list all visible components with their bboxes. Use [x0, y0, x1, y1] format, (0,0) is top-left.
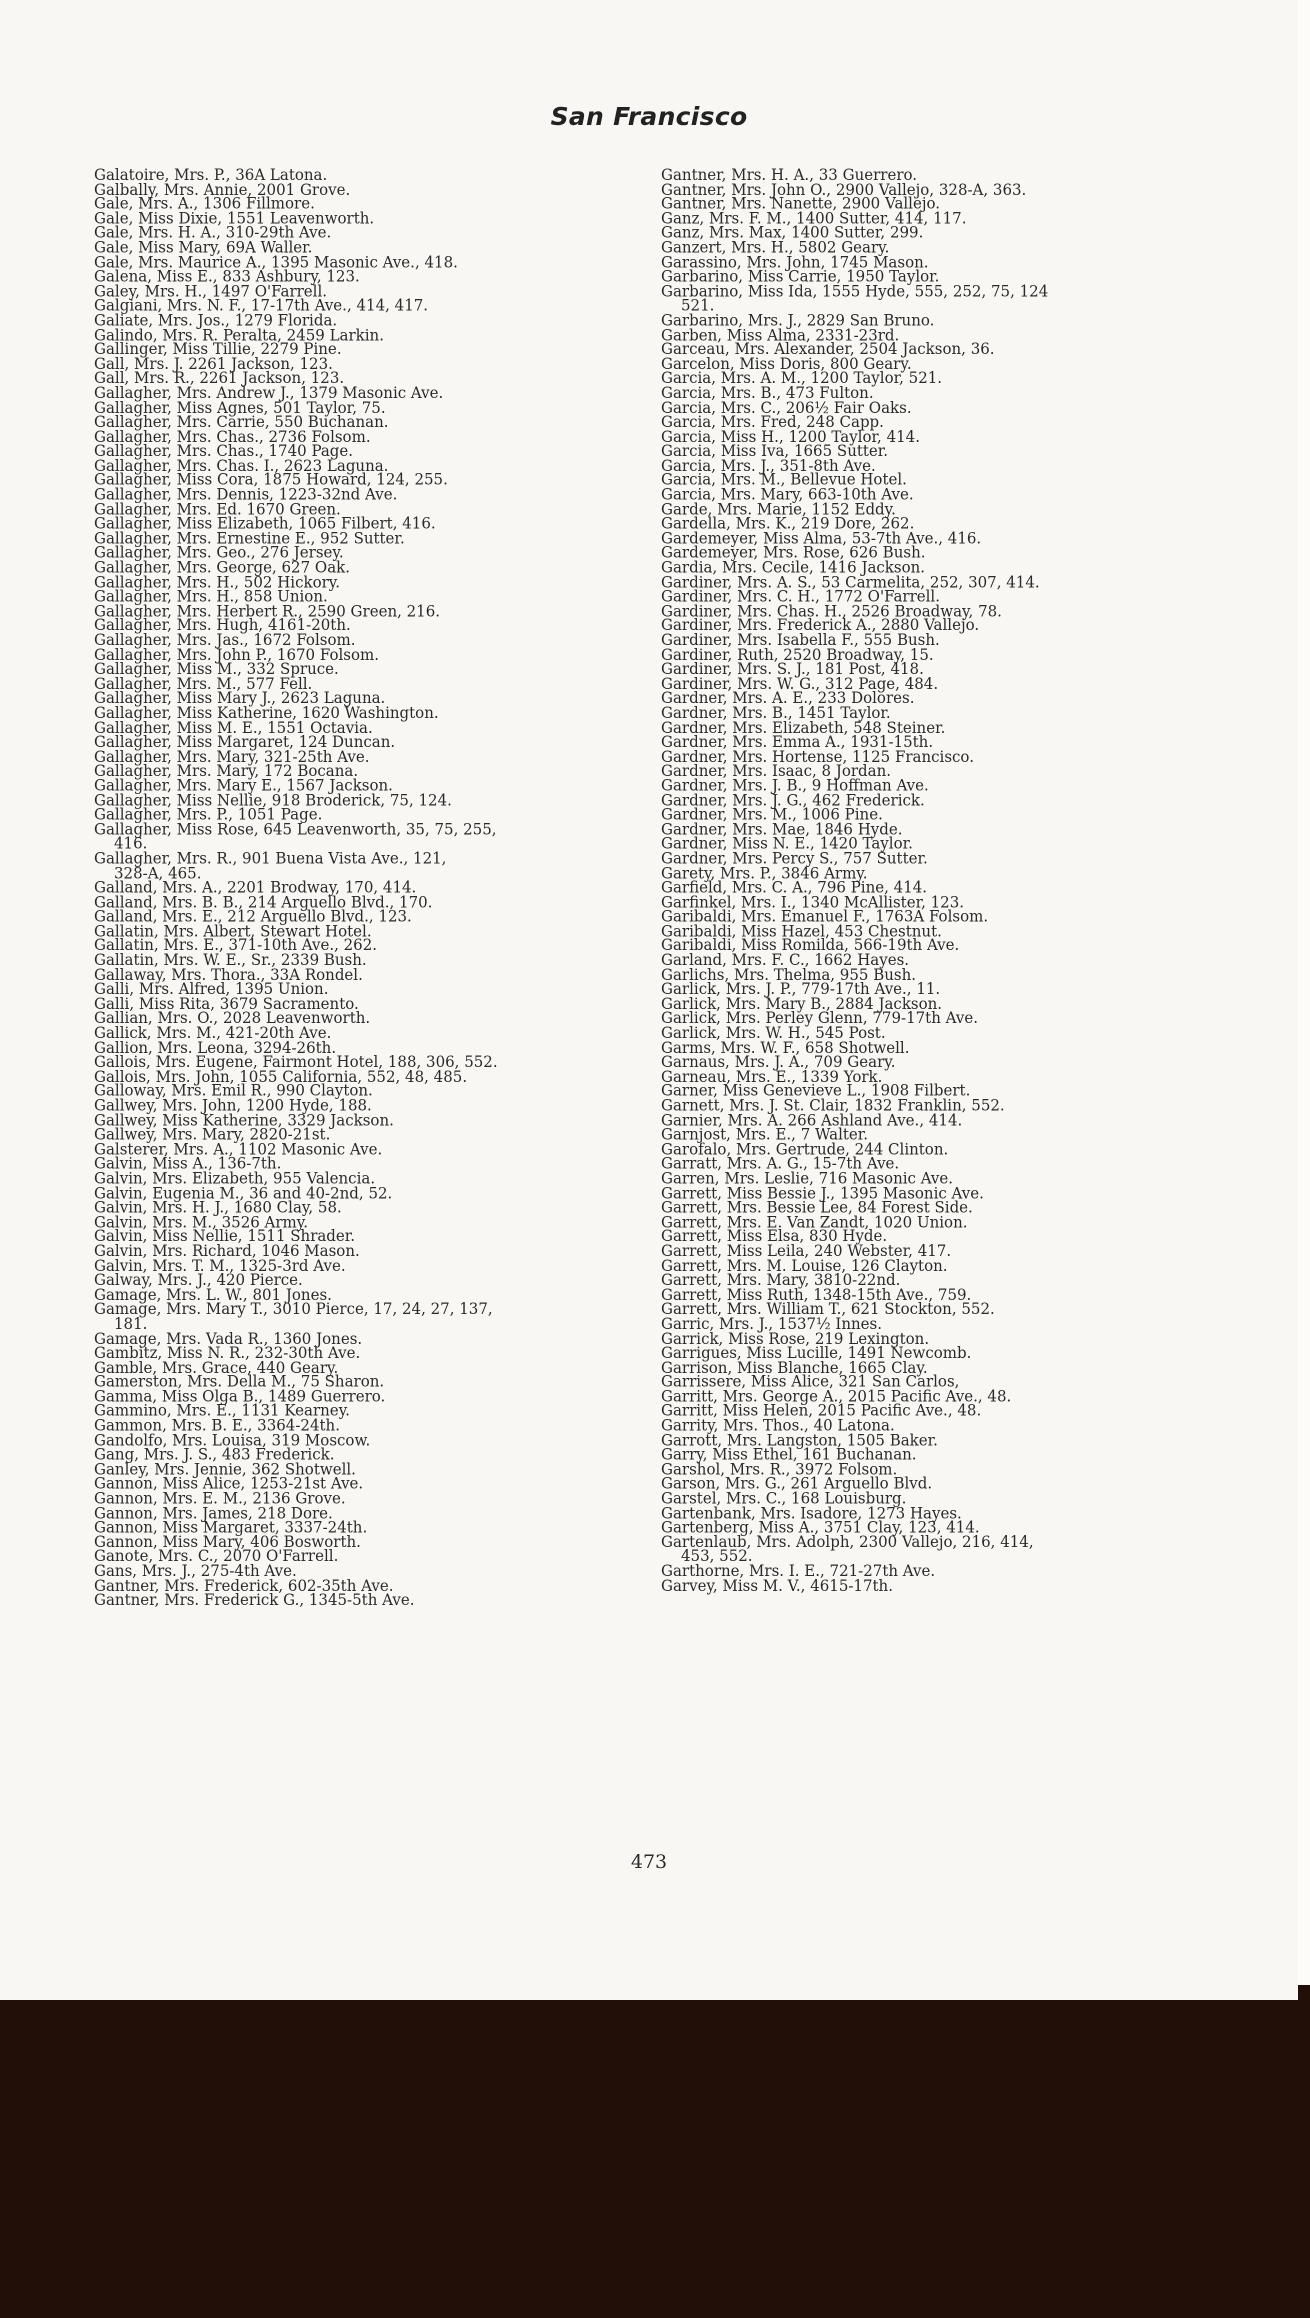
directory-entry: Gallatin, Mrs. Albert, Stewart Hotel. [94, 921, 372, 941]
directory-entry: Gammino, Mrs. E., 1131 Kearney. [94, 1401, 350, 1421]
directory-entry: Gallagher, Mrs. Andrew J., 1379 Masonic Ave. [94, 382, 444, 403]
directory-entry: Gardner, Mrs. Mae, 1846 Hyde. [661, 819, 903, 839]
directory-entry: Garnett, Mrs. J. St. Clair, 1832 Franklin, 552. [661, 1095, 1005, 1115]
directory-entry: Garrigues, Miss Lucille, 1491 Newcomb. [661, 1342, 972, 1363]
directory-entry: Garrett, Miss Elsa, 830 Hyde. [661, 1226, 888, 1246]
directory-entry: Galvin, Mrs. M., 3526 Army. [94, 1212, 309, 1232]
directory-entry: Garrick, Miss Rose, 219 Lexington. [661, 1328, 930, 1348]
directory-entry: Garassino, Mrs. John, 1745 Mason. [661, 252, 929, 272]
directory-entry: Gartenberg, Miss A., 3751 Clay, 123, 414. [661, 1517, 980, 1537]
directory-entry: Gallian, Mrs. O., 2028 Leavenworth. [94, 1008, 371, 1028]
directory-entry: Garcelon, Miss Doris, 800 Geary. [661, 353, 912, 374]
page-number: 473 [630, 1851, 668, 1873]
directory-entry: Galvin, Mrs. Elizabeth, 955 Valencia. [94, 1168, 376, 1188]
directory-entry: Gamble, Mrs. Grace, 440 Geary. [94, 1357, 339, 1377]
directory-entry: Garland, Mrs. F. C., 1662 Hayes. [661, 950, 910, 970]
directory-entry: Gallwey, Mrs. John, 1200 Hyde, 188. [94, 1095, 372, 1115]
directory-entry: Gardemeyer, Miss Alma, 53-7th Ave., 416. [661, 528, 982, 548]
directory-entry: Gardiner, Ruth, 2520 Broadway, 15. [661, 644, 934, 665]
directory-entry: Garratt, Mrs. A. G., 15-7th Ave. [661, 1153, 900, 1174]
directory-entry: Garfinkel, Mrs. I., 1340 McAllister, 123. [661, 892, 965, 912]
directory-entry: Gallagher, Mrs. Chas. I., 2623 Laguna. [94, 455, 389, 475]
directory-entry: Garry, Miss Ethel, 161 Buchanan. [661, 1444, 917, 1465]
directory-entry: Gallagher, Miss Katherine, 1620 Washington. [94, 702, 439, 723]
directory-entry: Garcia, Miss H., 1200 Taylor, 414. [661, 426, 920, 446]
directory-entry: Gannon, Miss Alice, 1253-21st Ave. [94, 1473, 364, 1494]
directory-entry: Gallois, Mrs. Eugene, Fairmont Hotel, 188, 306, 552. [94, 1052, 498, 1072]
directory-entry: Gallagher, Mrs. Chas., 2736 Folsom. [94, 426, 371, 446]
directory-entry: Gantner, Mrs. Frederick G., 1345-5th Ave. [94, 1590, 415, 1610]
directory-entry: Gardner, Mrs. J. G., 462 Frederick. [661, 790, 925, 810]
directory-entry: Gantner, Mrs. Nanette, 2900 Vallejo. [661, 193, 941, 214]
page-edge [1298, 0, 1310, 1985]
directory-entry: Gardia, Mrs. Cecile, 1416 Jackson. [661, 557, 926, 577]
directory-entry: Gallagher, Miss Margaret, 124 Duncan. [94, 732, 396, 752]
directory-entry: Gallois, Mrs. John, 1055 California, 552, 48, 485. [94, 1066, 468, 1086]
directory-entry: Galena, Miss E., 833 Ashbury, 123. [94, 266, 360, 286]
directory-entry: Garner, Miss Genevieve L., 1908 Filbert. [661, 1081, 971, 1101]
directory-entry: Garnier, Mrs. A. 266 Ashland Ave., 414. [661, 1110, 963, 1130]
directory-entry: Ganote, Mrs. C., 2070 O'Farrell. [94, 1546, 339, 1566]
directory-entry: Garrison, Miss Blanche, 1665 Clay. [661, 1357, 928, 1377]
directory-entry: Gallagher, Mrs. Ernestine E., 952 Sutter. [94, 528, 405, 548]
directory-entry: Gallagher, Miss Agnes, 501 Taylor, 75. [94, 397, 386, 417]
directory-entry: Garritt, Mrs. George A., 2015 Pacific Ave., 48. [661, 1386, 1012, 1406]
directory-entry: Gale, Mrs. H. A., 310-29th Ave. [94, 222, 332, 243]
directory-entry: Gale, Mrs. Maurice A., 1395 Masonic Ave., 418. [94, 252, 458, 272]
directory-entry: Gardner, Mrs. Emma A., 1931-15th. [661, 732, 934, 752]
directory-entry: Gallagher, Mrs. Jas., 1672 Folsom. [94, 630, 356, 650]
directory-entry: Galvin, Mrs. T. M., 1325-3rd Ave. [94, 1255, 346, 1275]
directory-entry: Gamma, Miss Olga B., 1489 Guerrero. [94, 1386, 386, 1406]
directory-entry: Gardiner, Mrs. Frederick A., 2880 Vallejo. [661, 615, 980, 635]
directory-entry: Gallagher, Mrs. Hugh, 4161-20th. [94, 615, 351, 635]
directory-entry: Gans, Mrs. J., 275-4th Ave. [94, 1561, 297, 1581]
directory-entry: Garcia, Mrs. A. M., 1200 Taylor, 521. [661, 368, 943, 388]
directory-entry: Gallagher, Mrs. Mary, 172 Bocana. [94, 761, 359, 781]
directory-entry: Garrity, Mrs. Thos., 40 Latona. [661, 1415, 895, 1435]
directory-entry: Garibaldi, Mrs. Emanuel F., 1763A Folsom. [661, 906, 989, 926]
directory-entry: Garbarino, Miss Carrie, 1950 Taylor. [661, 266, 940, 286]
directory-entry: Garcia, Mrs. J., 351-8th Ave. [661, 455, 876, 475]
directory-entry: Ganzert, Mrs. H., 5802 Geary. [661, 237, 890, 257]
directory-entry: Garstel, Mrs. C., 168 Louisburg. [661, 1488, 907, 1508]
directory-entry: Galvin, Miss Nellie, 1511 Shrader. [94, 1226, 356, 1246]
directory-entry: Garnaus, Mrs. J. A., 709 Geary. [661, 1052, 896, 1072]
directory-entry: Gallagher, Mrs. Geo., 276 Jersey. [94, 542, 344, 563]
directory-entry: Gannon, Mrs. James, 218 Dore. [94, 1502, 333, 1523]
directory-entry: Garric, Mrs. J., 1537½ Innes. [661, 1313, 882, 1334]
directory-entry: Gallatin, Mrs. W. E., Sr., 2339 Bush. [94, 950, 367, 970]
directory-entry: Gallagher, Mrs. H., 858 Union. [94, 586, 328, 606]
directory-entry: Garde, Mrs. Marie, 1152 Eddy. [661, 499, 896, 519]
directory-entry: Galloway, Mrs. Emil R., 990 Clayton. [94, 1081, 373, 1101]
directory-entry: Galland, Mrs. E., 212 Arguello Blvd., 123. [94, 906, 412, 926]
directory-entry: Gardemeyer, Mrs. Rose, 626 Bush. [661, 542, 926, 563]
directory-entry: Gale, Mrs. A., 1306 Fillmore. [94, 193, 315, 214]
directory-entry: Galey, Mrs. H., 1497 O'Farrell. [94, 281, 328, 301]
directory-entry: Gardner, Mrs. Elizabeth, 548 Steiner. [661, 717, 946, 737]
directory-entry: Gardner, Mrs. Isaac, 8 Jordan. [661, 761, 892, 781]
directory-entry: Galvin, Mrs. H. J., 1680 Clay, 58. [94, 1197, 342, 1217]
directory-entry: Gang, Mrs. J. S., 483 Frederick. [94, 1444, 335, 1465]
directory-entry: Gallinger, Miss Tillie, 2279 Pine. [94, 339, 342, 359]
directory-entry: Garthorne, Mrs. I. E., 721-27th Ave. [661, 1561, 936, 1581]
directory-entry: Galway, Mrs. J., 420 Pierce. [94, 1270, 303, 1290]
directory-entry: Garofalo, Mrs. Gertrude, 244 Clinton. [661, 1139, 949, 1159]
directory-entry: Garety, Mrs. P., 3846 Army. [661, 862, 868, 883]
directory-entry: Gartenlaub, Mrs. Adolph, 2300 Vallejo, 216, 414, 453, 552. [661, 1532, 1034, 1566]
directory-entry: Gallick, Mrs. M., 421-20th Ave. [94, 1022, 332, 1043]
directory-entry: Galli, Miss Rita, 3679 Sacramento. [94, 993, 359, 1014]
directory-entry: Garms, Mrs. W. F., 658 Shotwell. [661, 1037, 910, 1057]
directory-entry: Garrissere, Miss Alice, 321 San Carlos, [661, 1372, 960, 1392]
directory-entry: Garbarino, Mrs. J., 2829 San Bruno. [661, 310, 935, 330]
directory-entry: Garlick, Mrs. Mary B., 2884 Jackson. [661, 993, 943, 1014]
directory-entry: Garshol, Mrs. R., 3972 Folsom. [661, 1459, 898, 1479]
directory-entry: Galindo, Mrs. R. Peralta, 2459 Larkin. [94, 324, 384, 345]
directory-entry: Garlick, Mrs. Perley Glenn, 779-17th Ave. [661, 1008, 978, 1028]
directory-entry: Garlick, Mrs. W. H., 545 Post. [661, 1022, 886, 1043]
directory-entry: Galatoire, Mrs. P., 36A Latona. [94, 164, 328, 185]
directory-entry: Gartenbank, Mrs. Isadore, 1273 Hayes. [661, 1502, 962, 1523]
directory-entry: Galland, Mrs. A., 2201 Brodway, 170, 414. [94, 877, 417, 897]
directory-entry: Galsterer, Mrs. A., 1102 Masonic Ave. [94, 1139, 383, 1159]
directory-entry: Gardner, Mrs. J. B., 9 Hoffman Ave. [661, 775, 929, 795]
directory-entry: Gallagher, Mrs. John P., 1670 Folsom. [94, 644, 379, 665]
directory-entry: Gantner, Mrs. John O., 2900 Vallejo, 328-A, 363. [661, 179, 1027, 199]
directory-entry: Gale, Miss Dixie, 1551 Leavenworth. [94, 208, 375, 228]
directory-entry: Gannon, Mrs. E. M., 2136 Grove. [94, 1488, 346, 1508]
directory-entry: Garrett, Mrs. Bessie Lee, 84 Forest Side. [661, 1197, 973, 1217]
directory-entry: Gardner, Mrs. A. E., 233 Dolores. [661, 688, 915, 708]
directory-entry: Galbally, Mrs. Annie, 2001 Grove. [94, 179, 351, 199]
directory-entry: Ganz, Mrs. F. M., 1400 Sutter, 414, 117. [661, 208, 967, 228]
directory-entry: Garcia, Miss Iva, 1665 Sutter. [661, 441, 889, 461]
directory-entry: Garcia, Mrs. C., 206½ Fair Oaks. [661, 397, 912, 417]
directory-entry: Gallwey, Mrs. Mary, 2820-21st. [94, 1124, 331, 1145]
directory-entry: Gamage, Mrs. L. W., 801 Jones. [94, 1284, 332, 1305]
directory-entry: Galgiani, Mrs. N. F., 17-17th Ave., 414, 417. [94, 295, 429, 315]
directory-entry: Gallion, Mrs. Leona, 3294-26th. [94, 1037, 337, 1057]
directory-entry: Gallagher, Miss Mary J., 2623 Laguna. [94, 688, 386, 708]
directory-entry: Gardiner, Mrs. C. H., 1772 O'Farrell. [661, 586, 940, 606]
directory-entry: Ganley, Mrs. Jennie, 362 Shotwell. [94, 1459, 356, 1479]
directory-entry: Gandolfo, Mrs. Louisa, 319 Moscow. [94, 1430, 371, 1450]
directory-entry: Garibaldi, Miss Hazel, 453 Chestnut. [661, 921, 942, 941]
directory-entry: Gardner, Mrs. B., 1451 Taylor. [661, 702, 891, 723]
directory-entry: Gardner, Mrs. M., 1006 Pine. [661, 804, 883, 825]
directory-entry: Gamerston, Mrs. Della M., 75 Sharon. [94, 1372, 385, 1392]
directory-entry: Garlichs, Mrs. Thelma, 955 Bush. [661, 964, 916, 985]
directory-entry: Gallwey, Miss Katherine, 3329 Jackson. [94, 1110, 394, 1130]
directory-entry: Garrett, Miss Bessie J., 1395 Masonic Ave. [661, 1182, 984, 1203]
directory-entry: Gallagher, Miss Rose, 645 Leavenworth, 35, 75, 255, 416. [94, 819, 497, 854]
directory-entry: Garceau, Mrs. Alexander, 2504 Jackson, 36. [661, 339, 995, 359]
directory-entry: Garfield, Mrs. C. A., 796 Pine, 414. [661, 877, 928, 897]
directory-entry: Gannon, Miss Mary, 406 Bosworth. [94, 1532, 361, 1552]
directory-entry: Garritt, Miss Helen, 2015 Pacific Ave., 48. [661, 1401, 982, 1421]
directory-entry: Garrott, Mrs. Langston, 1505 Baker. [661, 1430, 938, 1450]
directory-entry: Gallaway, Mrs. Thora., 33A Rondel. [94, 964, 363, 985]
directory-entry: Gallagher, Mrs. Dennis, 1223-32nd Ave. [94, 484, 398, 505]
directory-entry: Gallatin, Mrs. E., 371-10th Ave., 262. [94, 935, 378, 955]
directory-entry: Garneau, Mrs. E., 1339 York. [661, 1066, 883, 1086]
directory-entry: Gardner, Mrs. Hortense, 1125 Francisco. [661, 746, 974, 766]
directory-entry: Garrett, Mrs. Mary, 3810-22nd. [661, 1270, 901, 1290]
directory-entry: Gallagher, Mrs. H., 502 Hickory. [94, 572, 341, 592]
directory-entry: Gallagher, Mrs. R., 901 Buena Vista Ave., 121, 328-A, 465. [94, 848, 447, 883]
directory-entry: Gallagher, Mrs. Mary, 321-25th Ave. [94, 746, 370, 766]
directory-entry: Gannon, Miss Margaret, 3337-24th. [94, 1517, 368, 1537]
directory-entry: Garson, Mrs. G., 261 Arguello Blvd. [661, 1473, 933, 1494]
directory-entry: Gardiner, Mrs. A. S., 53 Carmelita, 252, 307, 414. [661, 572, 1040, 592]
directory-entry: Gamage, Mrs. Vada R., 1360 Jones. [94, 1328, 363, 1348]
directory-entry: Garrett, Mrs. William T., 621 Stockton, 552. [661, 1299, 995, 1319]
directory-entry: Gardner, Mrs. Percy S., 757 Sutter. [661, 848, 928, 868]
directory-entry: Gardiner, Mrs. W. G., 312 Page, 484. [661, 673, 939, 694]
directory-entry: Gall, Mrs. J. 2261 Jackson, 123. [94, 353, 333, 374]
directory-entry: Garvey, Miss M. V., 4615-17th. [661, 1575, 893, 1595]
directory-entry: Galvin, Miss A., 136-7th. [94, 1153, 282, 1174]
directory-entry: Garcia, Mrs. M., Bellevue Hotel. [661, 470, 907, 490]
page-title: San Francisco [550, 102, 748, 131]
directory-entry: Gall, Mrs. R., 2261 Jackson, 123. [94, 368, 345, 388]
directory-entry: Gallagher, Mrs. Chas., 1740 Page. [94, 441, 354, 461]
directory-entry: Garrett, Miss Leila, 240 Webster, 417. [661, 1241, 952, 1261]
right-column [661, 164, 1261, 1595]
directory-entry: Gamage, Mrs. Mary T., 3010 Pierce, 17, 24, 27, 137, 181. [94, 1299, 493, 1334]
directory-entry: Galli, Mrs. Alfred, 1395 Union. [94, 979, 329, 999]
directory-entry: Ganz, Mrs. Max, 1400 Sutter, 299. [661, 222, 924, 243]
directory-entry: Garrett, Mrs. E. Van Zandt, 1020 Union. [661, 1212, 968, 1232]
directory-entry: Garben, Miss Alma, 2331-23rd. [661, 324, 900, 345]
directory-entry: Gardner, Miss N. E., 1420 Taylor. [661, 833, 913, 854]
directory-entry: Galvin, Eugenia M., 36 and 40-2nd, 52. [94, 1182, 393, 1203]
directory-entry: Gardiner, Mrs. S. J., 181 Post, 418. [661, 659, 924, 679]
directory-entry: Gardella, Mrs. K., 219 Dore, 262. [661, 513, 915, 534]
directory-entry: Gallagher, Miss Cora, 1875 Howard, 124, 255. [94, 470, 448, 490]
directory-entry: Garibaldi, Miss Romilda, 566-19th Ave. [661, 935, 960, 955]
left-column [94, 164, 642, 1610]
directory-entry: Gallagher, Miss M., 332 Spruce. [94, 659, 339, 679]
directory-entry: Gallagher, Mrs. P., 1051 Page. [94, 804, 323, 825]
directory-entry: Gardiner, Mrs. Isabella F., 555 Bush. [661, 630, 940, 650]
directory-entry: Gantner, Mrs. H. A., 33 Guerrero. [661, 164, 918, 185]
directory-entry: Gallagher, Mrs. Herbert R., 2590 Green, 216. [94, 601, 441, 621]
directory-entry: Garren, Mrs. Leslie, 716 Masonic Ave. [661, 1168, 954, 1188]
directory-entry: Garcia, Mrs. Mary, 663-10th Ave. [661, 484, 914, 505]
directory-entry: Garlick, Mrs. J. P., 779-17th Ave., 11. [661, 979, 941, 999]
directory-entry: Garcia, Mrs. B., 473 Fulton. [661, 382, 874, 403]
directory-entry: Galvin, Mrs. Richard, 1046 Mason. [94, 1241, 360, 1261]
directory-entry: Gale, Miss Mary, 69A Waller. [94, 237, 313, 257]
directory-entry: Garrett, Miss Ruth, 1348-15th Ave., 759. [661, 1284, 972, 1305]
directory-entry: Garnjost, Mrs. E., 7 Walter. [661, 1124, 869, 1145]
directory-entry: Garbarino, Miss Ida, 1555 Hyde, 555, 252, 75, 124 521. [661, 281, 1049, 315]
directory-entry: Gallagher, Mrs. Mary E., 1567 Jackson. [94, 775, 393, 795]
directory-entry: Garcia, Mrs. Fred, 248 Capp. [661, 412, 884, 432]
directory-entry: Galiate, Mrs. Jos., 1279 Florida. [94, 310, 338, 330]
directory-entry: Gardiner, Mrs. Chas. H., 2526 Broadway, 78. [661, 601, 1002, 621]
directory-entry: Gallagher, Miss Nellie, 918 Broderick, 75, 124. [94, 790, 452, 810]
directory-entry: Gallagher, Mrs. Ed. 1670 Green. [94, 499, 341, 519]
directory-entry: Gallagher, Miss Elizabeth, 1065 Filbert, 416. [94, 513, 436, 534]
directory-entry: Gambitz, Miss N. R., 232-30th Ave. [94, 1342, 361, 1363]
directory-entry: Galland, Mrs. B. B., 214 Arguello Blvd., 170. [94, 892, 433, 912]
directory-entry: Gallagher, Mrs. M., 577 Fell. [94, 673, 313, 694]
directory-entry: Gallagher, Miss M. E., 1551 Octavia. [94, 717, 373, 737]
directory-entry: Gammon, Mrs. B. E., 3364-24th. [94, 1415, 340, 1435]
directory-entry: Gallagher, Mrs. Carrie, 550 Buchanan. [94, 412, 389, 432]
directory-entry: Gantner, Mrs. Frederick, 602-35th Ave. [94, 1575, 394, 1595]
directory-entry: Gallagher, Mrs. George, 627 Oak. [94, 557, 350, 577]
directory-entry: Garrett, Mrs. M. Louise, 126 Clayton. [661, 1255, 948, 1275]
